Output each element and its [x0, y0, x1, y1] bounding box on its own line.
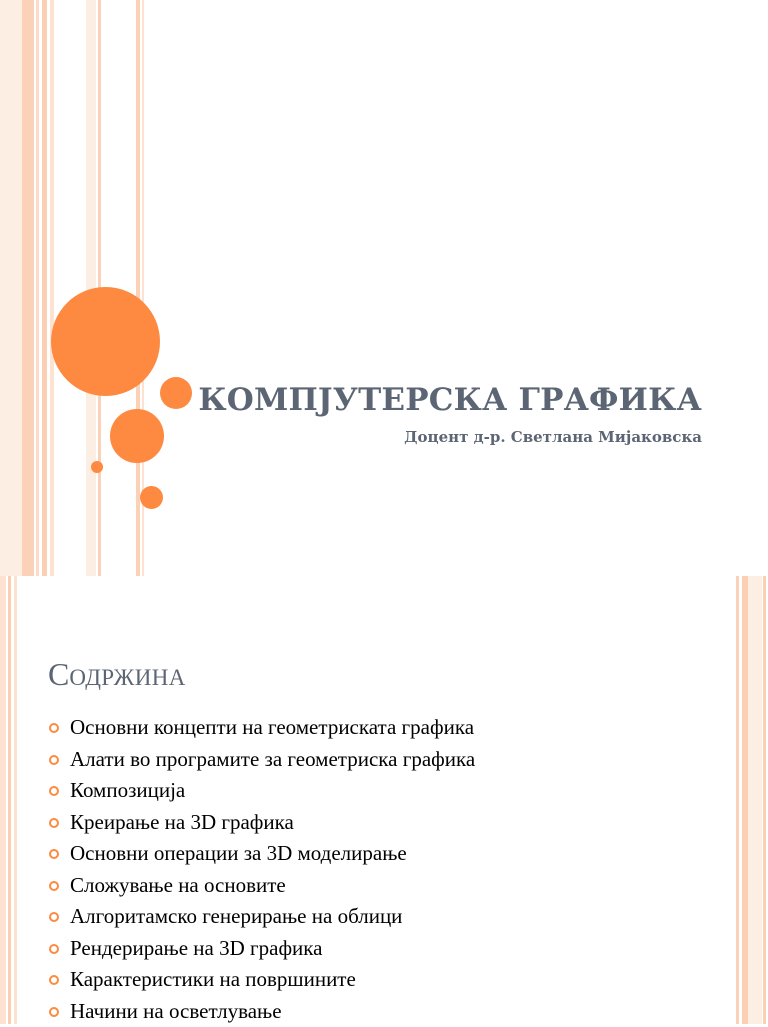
list-item: Рендерирање на 3D графика — [47, 933, 475, 965]
contents-list — [47, 712, 475, 1027]
ring-bullet-icon — [49, 849, 59, 859]
ring-bullet-icon — [49, 818, 59, 828]
decor-stripe — [748, 576, 762, 1024]
decor-stripe — [36, 0, 39, 576]
presentation-title: КОМПЈУТЕРСКА ГРАФИКА — [180, 378, 702, 422]
list-item: Алати во програмите за геометриска графика — [47, 744, 475, 776]
decor-stripe — [0, 576, 6, 1024]
ring-bullet-icon — [49, 723, 59, 733]
ring-bullet-icon — [49, 912, 59, 922]
ring-bullet-icon — [49, 975, 59, 985]
decor-stripe — [136, 0, 140, 576]
list-item: Алгоритамско генерирање на облици — [47, 901, 475, 933]
decor-stripe — [42, 0, 47, 576]
ring-bullet-icon — [49, 881, 59, 891]
decor-circle-tiny — [91, 461, 103, 473]
decor-stripe — [22, 0, 34, 576]
list-item: Основни операции за 3D моделирање — [47, 838, 475, 870]
decor-circle-large — [51, 287, 160, 396]
decor-stripe — [8, 576, 11, 1024]
list-item: Креирање на 3D графика — [47, 807, 475, 839]
decor-circle-small — [140, 486, 163, 509]
decor-stripe — [763, 576, 766, 1024]
presentation-subtitle: Доцент д-р. Светлана Мијаковска — [250, 425, 702, 449]
list-item: Начини на осветлување — [47, 996, 475, 1027]
ring-bullet-icon — [49, 944, 59, 954]
ring-bullet-icon — [49, 786, 59, 796]
ring-bullet-icon — [49, 755, 59, 765]
decor-stripe — [0, 0, 22, 576]
decor-circle-medium — [110, 409, 164, 463]
list-item: Карактеристики на површините — [47, 964, 475, 996]
decor-stripe — [736, 576, 739, 1024]
decor-stripe — [50, 0, 54, 576]
list-item: Сложување на основите — [47, 870, 475, 902]
list-item: Основни концепти на геометриската графика — [47, 712, 475, 744]
ring-bullet-icon — [49, 1007, 59, 1017]
decor-stripe — [14, 576, 17, 1024]
contents-title: СОДРЖИНА — [48, 652, 186, 700]
list-item: Композиција — [47, 775, 475, 807]
